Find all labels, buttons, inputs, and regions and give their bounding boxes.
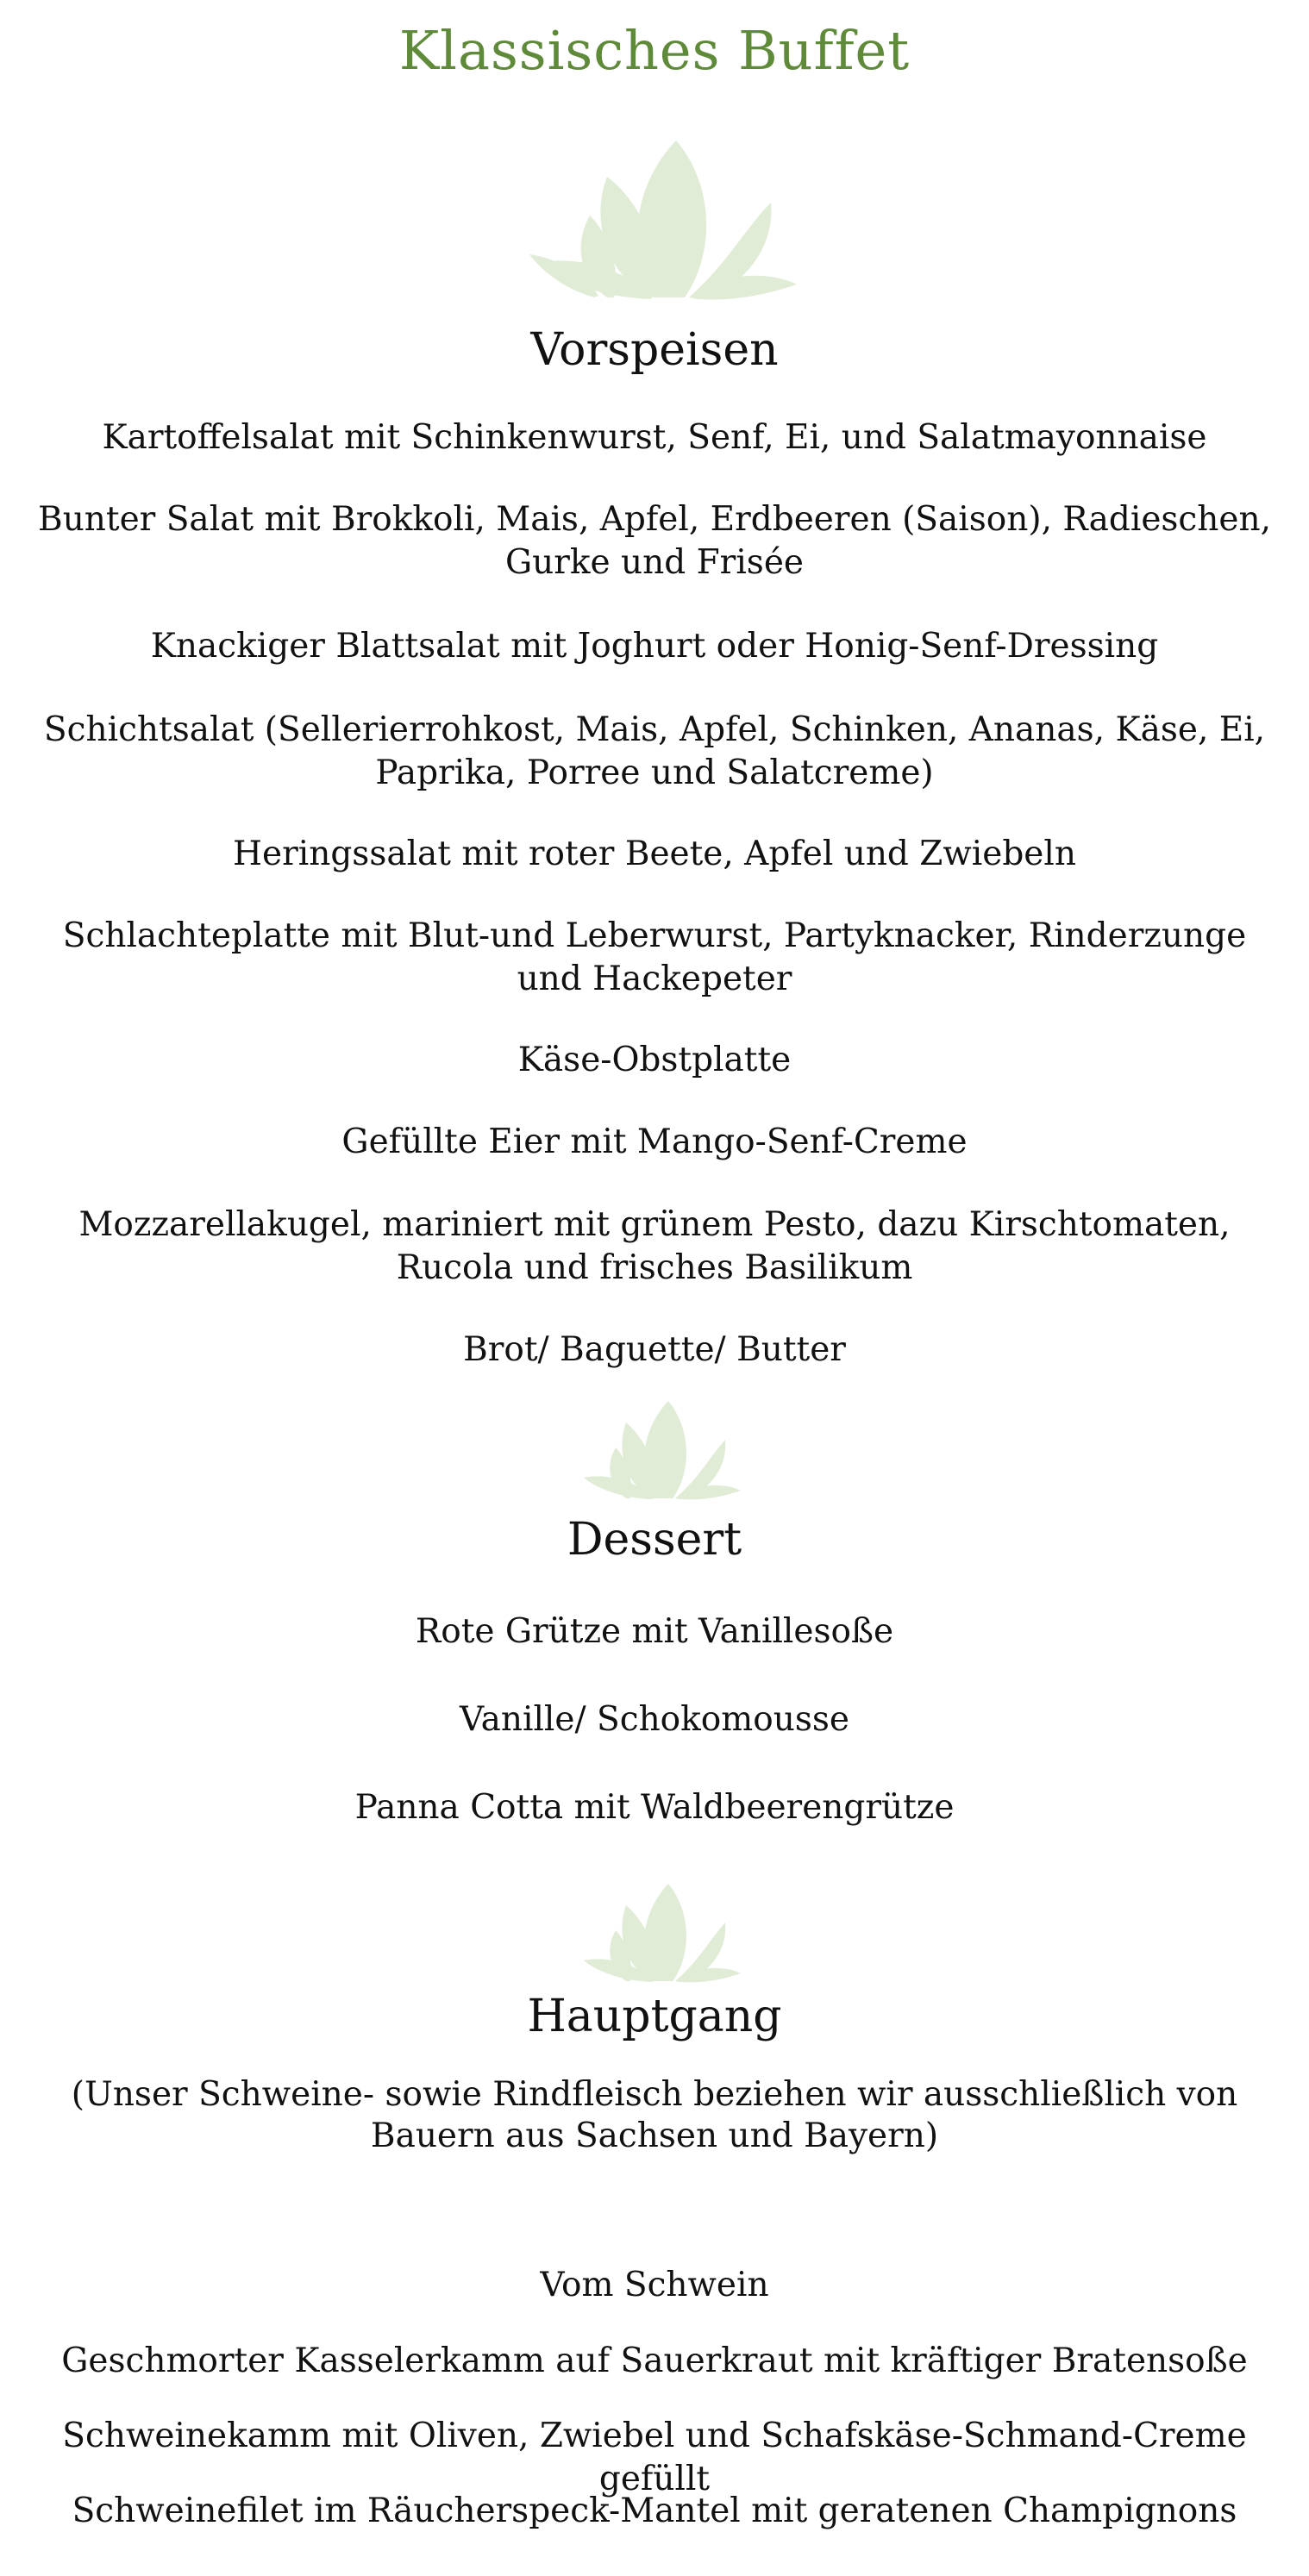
section-heading-vorspeisen: Vorspeisen	[530, 324, 779, 376]
lotus-leaf-icon	[512, 134, 797, 302]
menu-item: Rote Grütze mit Vanillesoße	[415, 1612, 894, 1651]
menu-item: Heringssalat mit roter Beete, Apfel und Zwiebeln	[233, 835, 1076, 873]
menu-item: Schweinefilet im Räucherspeck-Mantel mit geratenen Champignons	[72, 2492, 1237, 2530]
lotus-leaf-icon	[568, 1397, 741, 1500]
menu-item: Mozzarellakugel, mariniert mit grünem Pesto, dazu Kirschtomaten, Rucola und frisches Basilikum	[78, 1205, 1231, 1287]
lotus-leaf-icon	[568, 1879, 741, 1983]
menu-item: Geschmorter Kasselerkamm auf Sauerkraut mit kräftiger Bratensoße	[61, 2342, 1248, 2380]
menu-item: Gefüllte Eier mit Mango-Senf-Creme	[341, 1122, 968, 1161]
menu-item: Brot/ Baguette/ Butter	[463, 1330, 846, 1369]
menu-item: Schichtsalat (Sellerierrohkost, Mais, Apfel, Schinken, Ananas, Käse, Ei, Paprika, Porree und Salatcreme)	[43, 710, 1266, 792]
page-title: Klassisches Buffet	[398, 19, 911, 82]
menu-item: Käse-Obstplatte	[517, 1041, 792, 1079]
menu-item: Schweinekamm mit Oliven, Zwiebel und Schafskäse-Schmand-Creme gefüllt	[62, 2417, 1247, 2498]
menu-item: Vanille/ Schokomousse	[460, 1700, 849, 1739]
section-heading-dessert: Dessert	[567, 1514, 742, 1566]
menu-item: Schlachteplatte mit Blut-und Leberwurst, Partyknacker, Rinderzunge und Hackepeter	[62, 916, 1247, 998]
menu-item: Bunter Salat mit Brokkoli, Mais, Apfel, Erdbeeren (Saison), Radieschen, Gurke und Frisée	[38, 500, 1271, 582]
section-heading-hauptgang: Hauptgang	[527, 1991, 782, 2042]
menu-item: Panna Cotta mit Waldbeerengrütze	[354, 1788, 955, 1827]
menu-item: Kartoffelsalat mit Schinkenwurst, Senf, Ei, und Salatmayonnaise	[102, 418, 1207, 457]
subsection-heading-vom-schwein: Vom Schwein	[540, 2266, 769, 2304]
menu-item: Knackiger Blattsalat mit Joghurt oder Honig-Senf-Dressing	[150, 627, 1159, 666]
sourcing-note: (Unser Schweine- sowie Rindfleisch beziehen wir ausschließlich von Bauern aus Sachsen und Bayern)	[71, 2075, 1238, 2155]
